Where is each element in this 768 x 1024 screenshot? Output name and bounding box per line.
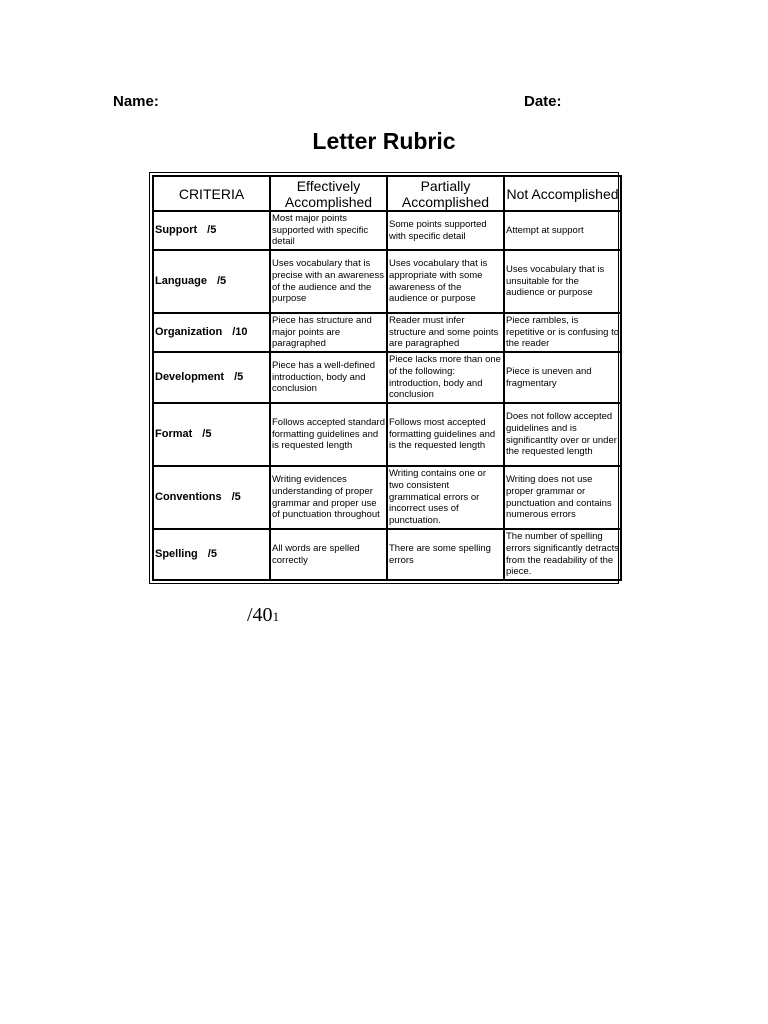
criterion-label: Organization: [155, 325, 223, 338]
criterion-cell: [153, 466, 270, 529]
criterion-cell: [153, 313, 270, 352]
criterion-score: /5: [202, 427, 212, 440]
date-label: Date:: [524, 93, 562, 110]
partial-cell: Some points supported with specific detail: [387, 211, 504, 250]
column-header-partial: Partially Accomplished: [387, 176, 504, 211]
not-accomplished-cell: Piece rambles, is repetitive or is confusing to the reader: [504, 313, 621, 352]
table-row: [153, 250, 621, 313]
table-row: [153, 211, 621, 250]
effective-cell: Piece has a well-defined introduction, body and conclusion: [270, 352, 387, 403]
total-score: [247, 604, 279, 627]
criterion-label: Support: [155, 223, 198, 236]
partial-cell: Follows most accepted formatting guidelines and is the requested length: [387, 403, 504, 466]
rubric-table: [152, 175, 622, 581]
effective-cell: All words are spelled correctly: [270, 529, 387, 580]
partial-cell: Writing contains one or two consistent grammatical errors or incorrect uses of punctuation.: [387, 466, 504, 529]
criterion-score: /5: [231, 490, 241, 503]
total-score-value: /40: [247, 604, 273, 626]
column-header-not: Not Accomplished: [504, 176, 621, 211]
not-accomplished-cell: The number of spelling errors significantly detracts from the readability of the piece.: [504, 529, 621, 580]
not-accomplished-cell: Does not follow accepted guidelines and is significantlty over or under the requested length: [504, 403, 621, 466]
criterion-score: /5: [234, 370, 244, 383]
criterion-score: /5: [207, 223, 217, 236]
criterion-score: /10: [232, 325, 248, 338]
criterion-label: Format: [155, 427, 193, 440]
table-row: [153, 466, 621, 529]
criterion-score: /5: [207, 547, 217, 560]
effective-cell: Follows accepted standard formatting guidelines and is requested length: [270, 403, 387, 466]
effective-cell: Uses vocabulary that is precise with an awareness of the audience and the purpose: [270, 250, 387, 313]
column-header-effective: Effectively Accomplished: [270, 176, 387, 211]
criterion-cell: [153, 211, 270, 250]
rubric-table-frame: [149, 172, 619, 584]
rubric-header-row: [153, 176, 621, 211]
effective-cell: Writing evidences understanding of proper grammar and proper use of punctuation throughout: [270, 466, 387, 529]
partial-cell: There are some spelling errors: [387, 529, 504, 580]
name-label: Name:: [113, 93, 159, 110]
criterion-label: Development: [155, 370, 225, 383]
document-title: Letter Rubric: [312, 128, 456, 154]
partial-cell: Reader must infer structure and some points are paragraphed: [387, 313, 504, 352]
not-accomplished-cell: Attempt at support: [504, 211, 621, 250]
table-row: [153, 313, 621, 352]
not-accomplished-cell: Uses vocabulary that is unsuitable for the audience or purpose: [504, 250, 621, 313]
criterion-cell: [153, 529, 270, 580]
partial-cell: Uses vocabulary that is appropriate with some awareness of the audience or purpose: [387, 250, 504, 313]
criterion-cell: [153, 352, 270, 403]
criterion-cell: [153, 250, 270, 313]
criterion-label: Spelling: [155, 547, 198, 560]
criterion-label: Language: [155, 274, 207, 287]
not-accomplished-cell: Piece is uneven and fragmentary: [504, 352, 621, 403]
criterion-label: Conventions: [155, 490, 222, 503]
effective-cell: Piece has structure and major points are paragraphed: [270, 313, 387, 352]
criterion-cell: [153, 403, 270, 466]
effective-cell: Most major points supported with specific detail: [270, 211, 387, 250]
table-row: [153, 529, 621, 580]
table-row: [153, 352, 621, 403]
column-header-criteria: CRITERIA: [153, 176, 270, 211]
partial-cell: Piece lacks more than one of the following: introduction, body and conclusion: [387, 352, 504, 403]
criterion-score: /5: [216, 274, 227, 287]
not-accomplished-cell: Writing does not use proper grammar or punctuation and contains numerous errors: [504, 466, 621, 529]
table-row: [153, 403, 621, 466]
total-score-suffix: 1: [272, 609, 280, 624]
